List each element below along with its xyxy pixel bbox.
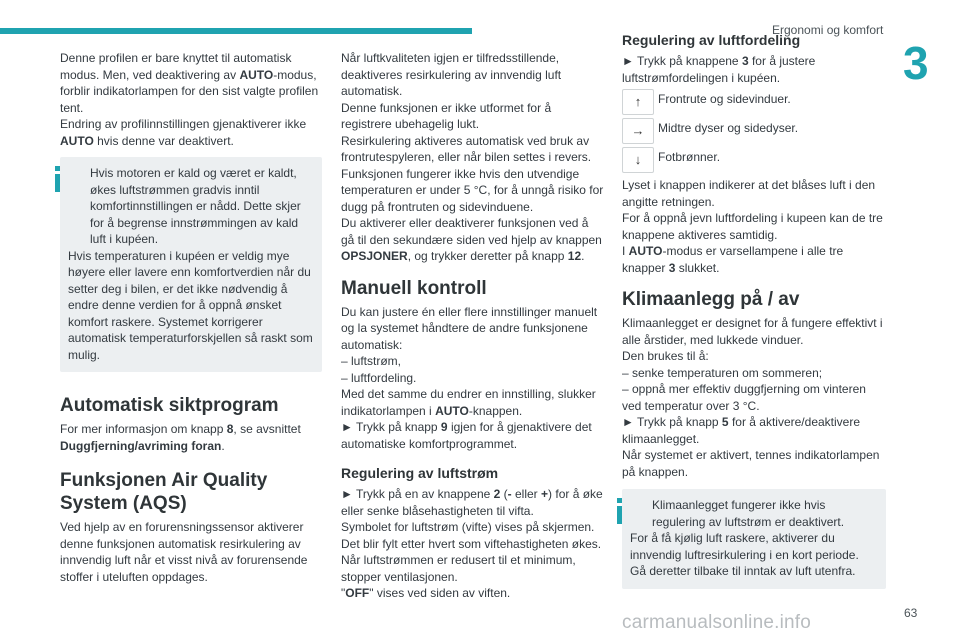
paragraph: For mer informasjon om knapp 8, se avsnittet Duggfjerning/avriming foran. [60, 422, 301, 453]
note-text: For å få kjølig luft raskere, aktiverer du innvendig luftresirkulering i en kort periode. Gå deretter tilbake til inntak av luft utenfra. [630, 531, 859, 578]
paragraph: I AUTO-modus er varsellampene i alle tre knapper 3 slukket. [622, 244, 844, 275]
distribution-option: ↑ Frontrute og sidevinduer. [622, 89, 886, 115]
paragraph: Lyset i knappen indikerer at det blåses luft i den angitte retningen. [622, 178, 876, 209]
instruction: ► Trykk på en av knappene 2 (- eller +) for å øke eller senke blåsehastigheten til vifta. [341, 487, 603, 518]
instruction: ► Trykk på knappene 3 for å justere luftstrømfordelingen i kupéen. [622, 54, 816, 85]
paragraph: Funksjonen fungerer ikke hvis den utvendige temperaturen er under 5 °C, for å unngå risiko for dugg på frontruten og sidevinduene. [341, 166, 604, 214]
distribution-option: ↓ Fotbrønner. [622, 147, 886, 173]
heading-aqs: Funksjonen Air Quality System (AQS) [60, 470, 268, 514]
paragraph: Symbolet for luftstrøm (vifte) vises på skjermen. Det blir fylt etter hvert som viftehastigheten økes. [341, 520, 602, 551]
paragraph: Den brukes til å: [622, 349, 709, 363]
info-icon [50, 165, 64, 197]
windscreen-airflow-icon: ↑ [622, 89, 654, 115]
info-note: Klimaanlegget fungerer ikke hvis regulering av luftstrøm er deaktivert. For å få kjølig luft raskere, aktiverer du innvendig luftresirkulering i en kort periode. Gå deretter tilbake til inntak av luft utenfra. [622, 489, 886, 589]
distribution-option: → Midtre dyser og sidedyser. [622, 118, 886, 144]
heading-ac: Klimaanlegg på / av [622, 289, 800, 310]
heading-manual: Manuell kontroll [341, 277, 487, 299]
paragraph: Med det samme du endrer en innstilling, slukker indikatorlampen i AUTO-knappen. [341, 387, 596, 418]
heading-distribution: Regulering av luftfordeling [622, 32, 801, 48]
paragraph: Du aktiverer eller deaktiverer funksjonen ved å gå til den sekundære siden ved hjelp av knappen OPSJONER, og trykker deretter på knapp 12. [341, 216, 602, 263]
info-icon [612, 497, 626, 529]
paragraph: Endring av profilinnstillingen gjenaktiverer ikke AUTO hvis denne var deaktivert. [60, 117, 307, 148]
column-3 [622, 31, 886, 589]
list-item: – oppnå mer effektiv duggfjerning om vinteren ved temperatur over 3 °C. [622, 382, 866, 413]
center-vents-airflow-icon: → [622, 118, 654, 144]
footwell-airflow-icon: ↓ [622, 147, 654, 173]
info-note: Hvis motoren er kald og været er kaldt, økes luftstrømmen gradvis inntil komfortinnstillingen er nådd. Dette skjer for å begrense innstrømmingen av kald luft i kupéen. Hvis temperaturen i kupéen er veldig mye høyere eller lavere enn komfortverdien når du setter deg i bilen, er det ikke nødvendig å endre denne verdien for å oppnå ønsket komfort raskere. Systemet korrigerer automatisk temperaturforskjellen så raskt som mulig. [60, 157, 322, 372]
list-item: – luftfordeling. [341, 370, 417, 385]
paragraph: Når luftkvaliteten igjen er tilfredsstillende, deaktiveres resirkulering av innvendig luft automatisk. [341, 51, 562, 98]
paragraph: Du kan justere én eller flere innstillinger manuelt og la systemet håndtere de andre funksjonene automatisk: [341, 304, 598, 352]
paragraph: Når luftstrømmen er redusert til et minimum, stopper ventilasjonen. [341, 553, 576, 584]
page-number: 63 [904, 606, 918, 620]
paragraph: Denne profilen er bare knyttet til automatisk modus. Men, ved deaktivering av AUTO-modus, forblir indikatorlampen for den sist valgte profilen tent. [60, 51, 319, 115]
paragraph: "OFF" vises ved siden av viften. [341, 586, 511, 600]
instruction: ► Trykk på knapp 5 for å aktivere/deaktivere klimaanlegget. [622, 415, 861, 446]
paragraph: Ved hjelp av en forurensningssensor aktiverer denne funksjonen automatisk resirkulering av innvendig luft når et visst nivå av forurensende stoffer i uteluften oppdages. [60, 520, 308, 584]
paragraph: Resirkulering aktiveres automatisk ved bruk av frontrutespyleren, eller når bilen settes i revers. [341, 133, 592, 164]
note-text: Hvis temperaturen i kupéen er veldig mye høyere eller lavere enn komfortverdien når du setter deg i bilen, er det ikke nødvendig å endre denne verdien for å oppnå ønsket komfort raskere. Systemet korrigerer automatisk temperaturforskjellen så raskt som mulig. [68, 248, 313, 362]
paragraph: Når systemet er aktivert, tennes indikatorlampen på knappen. [622, 448, 880, 479]
paragraph: For å oppnå jevn luftfordeling i kupeen kan de tre knappene aktiveres samtidig. [622, 211, 883, 242]
column-2 [341, 50, 605, 602]
heading-airflow: Regulering av luftstrøm [341, 465, 499, 481]
chapter-number: 3 [903, 37, 929, 89]
paragraph: Klimaanlegget er designet for å fungere effektivt i alle årstider, med lukkede vinduer. [622, 316, 883, 347]
watermark: carmanualsonline.info [622, 612, 812, 633]
list-item: – luftstrøm, [341, 354, 402, 368]
paragraph: Denne funksjonen er ikke utformet for å registrere ubehagelig lukt. [341, 100, 552, 131]
instruction: ► Trykk på knapp 9 igjen for å gjenaktivere det automatiske komfortprogrammet. [341, 420, 592, 451]
header-accent-bar [0, 28, 472, 34]
list-item: – senke temperaturen om sommeren; [622, 365, 823, 380]
column-1 [60, 50, 322, 585]
section-title: Ergonomi og komfort [772, 23, 884, 37]
heading-sikt: Automatisk siktprogram [60, 395, 279, 416]
